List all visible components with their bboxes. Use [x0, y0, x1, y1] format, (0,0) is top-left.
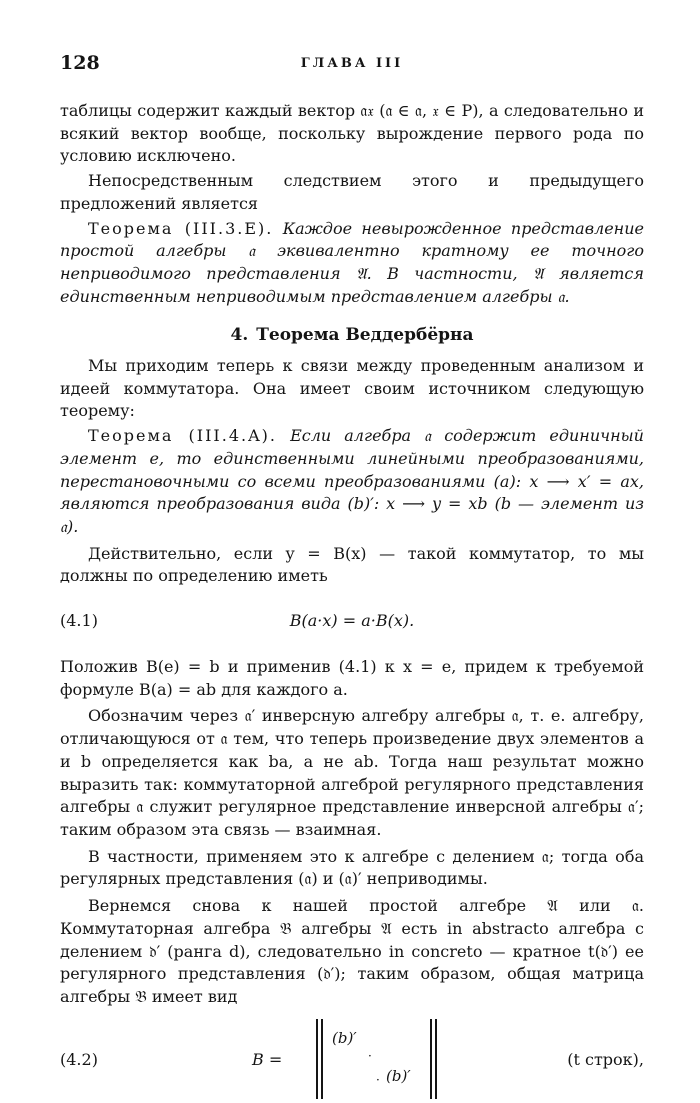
page-header	[60, 52, 644, 80]
theorem-3e	[60, 218, 644, 309]
formula-number: (4.1)	[60, 611, 98, 631]
matrix-lhs: B =	[252, 1049, 283, 1069]
theorem-3e-label: Теорема (III.3.E).	[88, 218, 274, 238]
page-body	[60, 100, 644, 1103]
matrix-right-bar	[435, 1019, 437, 1099]
matrix-left-bar-inner	[321, 1019, 323, 1099]
matrix-entry: (b)′	[386, 1066, 411, 1085]
paragraph-continuation: таблицы содержит каждый вектор 𝔞𝔵 (𝔞 ∈ 𝔞, 𝔵 ∈ P), а следовательно и всякий вектор вообще, поскольку вырождение первого рода по условию исключено.	[60, 101, 644, 166]
formula-4-2	[60, 1017, 644, 1103]
paragraph-division-algebra: В частности, применяем это к алгебре с делением 𝔞; тогда оба регулярных представления (𝔞) и (𝔞)′ неприводимы.	[60, 846, 644, 889]
paragraph-proof: Действительно, если y = B(x) — такой коммутатор, то мы должны по определению иметь	[60, 543, 644, 586]
paragraph-intro: Мы приходим теперь к связи между проведенным анализом и идеей коммутатора. Она имеет своим источником следующую теорему:	[60, 356, 644, 421]
theorem-4a-text: Если алгебра 𝔞 содержит единичный элемент e, то единственными линейными преобразованиями, перестановочными со всеми преобразованиями (a): x ⟶ x′ = ax, являются преобразования вида (b)′: x ⟶ y = xb (b — элемент из 𝔞).	[60, 426, 644, 536]
section-title: Теорема Веддербёрна	[256, 325, 474, 346]
section-number: 4.	[230, 325, 249, 346]
section-heading	[60, 324, 644, 347]
running-title: ГЛАВА III	[300, 56, 404, 71]
paragraph-inverse-algebra: Обозначим через 𝔞′ инверсную алгебру алгебры 𝔞, т. е. алгебру, отличающуюся от 𝔞 тем, что теперь произведение двух элементов a и b определяется как ba, а не ab. Тогда наш результат можно выразить так: коммутаторной алгеброй регулярного представления алгебры 𝔞 служит регулярное представление инверсной алгебры 𝔞′; таким образом эта связь — взаимная.	[60, 706, 644, 839]
formula-number: (4.2)	[60, 1049, 98, 1069]
formula-expression: B(a·x) = a·B(x).	[289, 611, 415, 631]
matrix-ellipsis-dot: ·	[368, 1048, 372, 1063]
formula-4-1	[60, 598, 644, 644]
matrix-entry: (b)′	[332, 1028, 357, 1047]
theorem-4a	[60, 425, 644, 539]
formula-annotation: (t строк),	[567, 1049, 644, 1069]
paragraph-corollary-intro: Непосредственным следствием этого и предыдущего предложений является	[60, 171, 644, 213]
paragraph-setting: Положив B(e) = b и применив (4.1) к x = e, придем к требуемой формуле B(a) = ab для каждого a.	[60, 657, 644, 699]
theorem-3e-text: Каждое невырожденное представление простой алгебры 𝔞 эквивалентно кратному ее точного неприводимого представления 𝔄. В частности, 𝔄 является единственным неприводимым представлением алгебры 𝔞.	[60, 218, 644, 306]
theorem-4a-label: Теорема (III.4.A).	[88, 426, 277, 446]
matrix-right-bar-inner	[430, 1019, 432, 1099]
page-number: 128	[60, 52, 100, 74]
paragraph-return: Вернемся снова к нашей простой алгебре 𝔄 или 𝔞. Коммутаторная алгебра 𝔅 алгебры 𝔄 есть in abstracto алгебра с делением 𝔡′ (ранга d), следовательно in concreto — кратное t(𝔡′) ее регулярного представления (𝔡′); таким образом, общая матрица алгебры 𝔅 имеет вид	[60, 896, 644, 1006]
matrix-left-bar	[316, 1019, 318, 1099]
matrix-ellipsis-dot: ·	[376, 1072, 380, 1087]
